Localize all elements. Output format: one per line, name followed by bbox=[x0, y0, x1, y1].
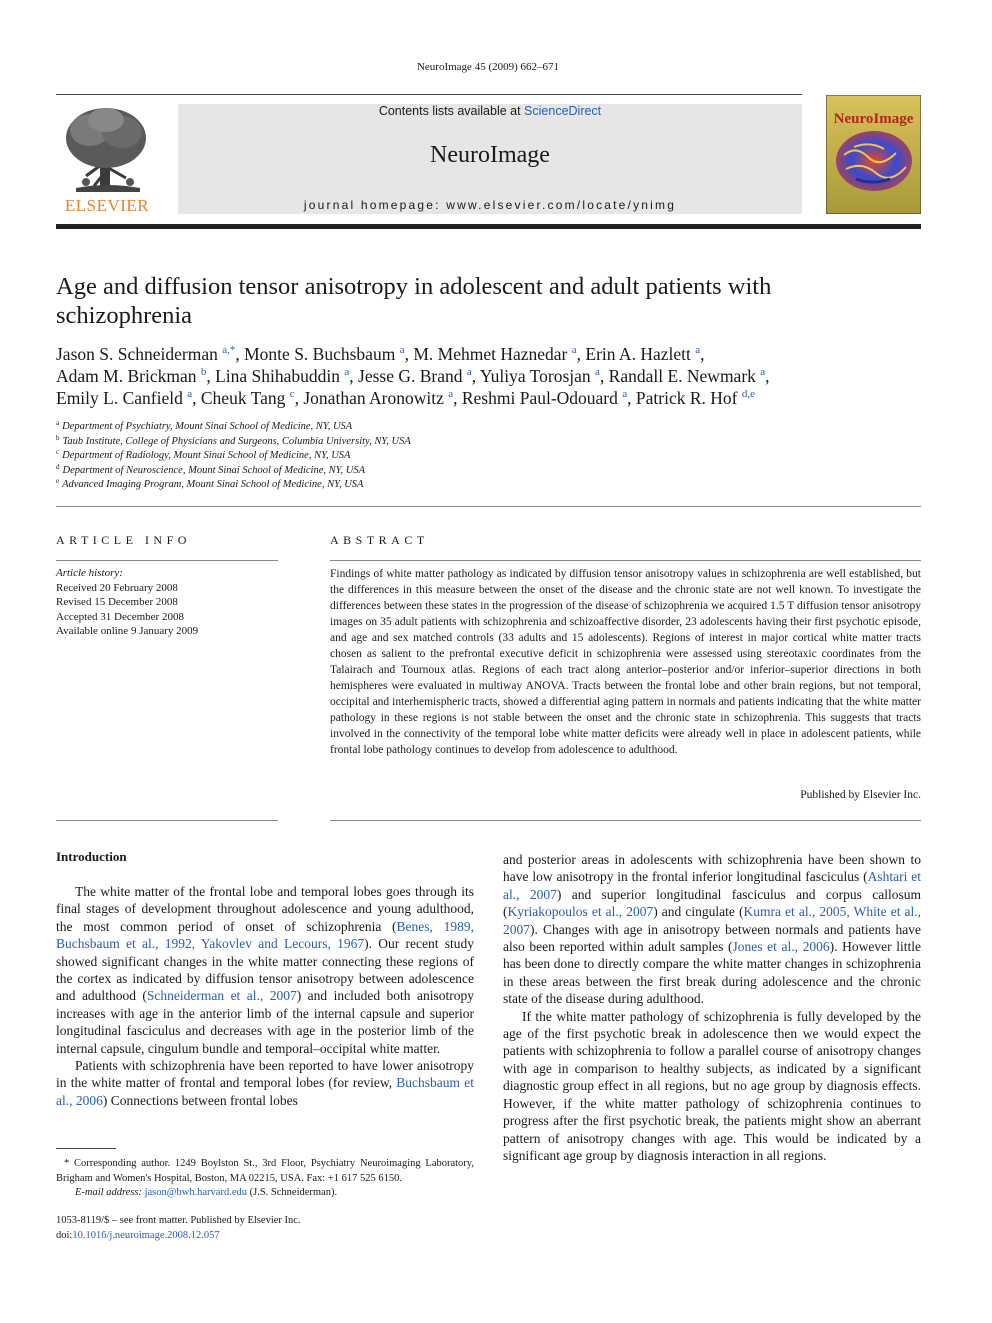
accepted-date: Accepted 31 December 2008 bbox=[56, 610, 184, 623]
paragraph: and posterior areas in adolescents with schizophrenia have been shown to have low anisotropy in the frontal inferior longitudinal fasciculus (Ashtari et al., 2007) and superior longitudinal fasciculus and corpus callosum (Kyriakopoulos et al., 2007) and cingulate (Kumra et al., 2005, White et al., 2007). Changes with age in anisotropy between normals and patients have also been reported within adult samples (Jones et al., 2006). However little has been done to directly compare the white matter changes in schizophrenia in these areas between the first break during adolescence and the chronic state of the disease during adulthood. bbox=[503, 852, 922, 1007]
contents-prefix: Contents lists available at bbox=[378, 104, 525, 118]
citation-link[interactable]: Ashtari et al., 2007 bbox=[503, 869, 921, 902]
citation-link[interactable]: Jones et al., 2006 bbox=[732, 939, 830, 955]
history-label: Article history: bbox=[56, 567, 123, 579]
received-date: Received 20 February 2008 bbox=[56, 581, 178, 594]
issn-line: 1053-8119/$ – see front matter. Published by Elsevier Inc. bbox=[56, 1215, 301, 1226]
article-info-heading: ARTICLE INFO bbox=[56, 533, 191, 547]
author-list: Jason S. Schneiderman $^{a,*}$, Monte S. Buchsbaum $^a$, M. Mehmet Haznedar $^a$, Erin A. Hazlett $^a$, Adam M. Brickman $^b$, Lina Shihabuddin $^a$, Jesse G. Brand $^a$, Yuliya Torosjan $^a$, Randall E. Newmark $^a$, Emily L. Canfield $^a$, Cheuk Tang $^c$, Jonathan Aronowitz $^a$, Reshmi Paul-Odouard $^a$, Patrick R. Hof $^{d,e}$ bbox=[56, 344, 770, 408]
citation-link[interactable]: Kumra et al., 2005, White et al., 2007 bbox=[503, 904, 922, 937]
article-history bbox=[56, 566, 278, 639]
header-thick-rule bbox=[56, 224, 921, 229]
body-column-right bbox=[503, 851, 921, 1164]
email-label: E-mail address: bbox=[75, 1187, 142, 1198]
author-name[interactable]: Emily L. Canfield $^a$ bbox=[56, 388, 193, 408]
affiliation: $^d$ Department of Neuroscience, Mount Sinai School of Medicine, NY, USA bbox=[56, 462, 366, 476]
author-name[interactable]: Randall E. Newmark $^a$ bbox=[608, 366, 766, 386]
author-affiliation-marker[interactable]: a bbox=[344, 366, 350, 378]
abstract-rule bbox=[330, 560, 921, 561]
author-name[interactable]: Monte S. Buchsbaum $^a$ bbox=[244, 344, 405, 364]
author-name[interactable]: Cheuk Tang $^c$ bbox=[200, 388, 295, 408]
author-affiliation-marker[interactable]: a bbox=[187, 388, 193, 400]
cover-title: NeuroImage bbox=[833, 111, 914, 127]
paragraph: If the white matter pathology of schizophrenia is fully developed by the age of the first psychotic break in adolescence then we would expect the patients with schizophrenia to follow a parallel course of anisotropy changes with age in comparison to healthy subjects, as indicated by a significant diagnostic group effect in all regions, but no age group by diagnosis effects. However, if the white matter pathology of schizophrenia continues to progress after the first psychotic break, the patients might show an aberrant pattern of anisotropy changes with age. This would be indicated by a significant age group by diagnosis interaction in all regions. bbox=[503, 1008, 921, 1163]
author-affiliation-marker[interactable]: c bbox=[289, 388, 295, 400]
author-name[interactable]: Reshmi Paul-Odouard $^a$ bbox=[461, 388, 628, 408]
author-affiliation-marker[interactable]: b bbox=[200, 366, 207, 378]
introduction-heading: Introduction bbox=[56, 849, 127, 864]
citation-link[interactable]: Benes, 1989, Buchsbaum et al., 1992, Yakovlev and Lecours, 1967 bbox=[56, 918, 474, 952]
article-info-end-rule bbox=[56, 820, 278, 821]
author-name[interactable]: Adam M. Brickman $^b$ bbox=[56, 366, 207, 386]
author-affiliation-marker[interactable]: a bbox=[695, 344, 701, 356]
author-name[interactable]: Jesse G. Brand $^a$ bbox=[358, 366, 472, 386]
citation-link[interactable]: Schneiderman et al., 2007 bbox=[146, 988, 297, 1004]
corresponding-author: * Corresponding author. 1249 Boylston St., 3rd Floor, Psychiatry Neuroimaging Laboratory, Brigham and Women's Hospital, Boston, MA 02215, USA. Fax: +1 617 525 6150. bbox=[56, 1158, 474, 1184]
citation-link[interactable]: Kyriakopoulos et al., 2007 bbox=[507, 904, 654, 920]
author-affiliation-marker[interactable]: a bbox=[571, 344, 577, 356]
published-by: Published by Elsevier Inc. bbox=[800, 789, 921, 801]
article-info-rule bbox=[56, 560, 278, 561]
affiliation: $^b$ Taub Institute, College of Physicians and Surgeons, Columbia University, NY, USA bbox=[56, 433, 411, 447]
author-affiliation-marker[interactable]: a bbox=[595, 366, 600, 378]
author-affiliation-marker[interactable]: a bbox=[448, 388, 454, 400]
footnote-rule bbox=[56, 1148, 116, 1149]
affiliation-list bbox=[56, 420, 656, 493]
affiliation: $^c$ Department of Radiology, Mount Sinai School of Medicine, NY, USA bbox=[56, 448, 351, 461]
author-affiliation-marker[interactable]: a bbox=[466, 366, 472, 378]
body-column-left bbox=[56, 883, 474, 1109]
front-matter: 1053-8119/$ – see front matter. Published by Elsevier Inc. doi:10.1016/j.neuroimage.2008.12.057 bbox=[56, 1214, 476, 1243]
article-title: Age and diffusion tensor anisotropy in adolescent and adult patients with schizophrenia bbox=[56, 273, 772, 329]
online-date: Available online 9 January 2009 bbox=[56, 625, 199, 637]
author-affiliation-marker[interactable]: a bbox=[399, 344, 405, 356]
author-affiliation-marker[interactable]: a,* bbox=[222, 344, 236, 356]
paragraph: Patients with schizophrenia have been reported to have lower anisotropy in the white matter of frontal and temporal lobes (for review, Buchsbaum et al., 2006) Connections between frontal lobes bbox=[56, 1058, 474, 1108]
author-name[interactable]: Yuliya Torosjan $^a$ bbox=[479, 366, 600, 386]
author-affiliation-marker[interactable]: a bbox=[760, 366, 766, 378]
abstract-heading: ABSTRACT bbox=[330, 533, 429, 547]
journal-citation: NeuroImage 45 (2009) 662–671 bbox=[416, 61, 560, 73]
author-name[interactable]: M. Mehmet Haznedar $^a$ bbox=[413, 344, 577, 364]
footnote: * Corresponding author. 1249 Boylston St., 3rd Floor, Psychiatry Neuroimaging Laboratory, Brigham and Women's Hospital, Boston, MA 02215, USA. Fax: +1 617 525 6150. E-mail address: jason@bwh.harvard.edu (J.S. Schneiderman). bbox=[56, 1158, 474, 1198]
journal-name: NeuroImage bbox=[430, 142, 550, 168]
email-link[interactable]: jason@bwh.harvard.edu bbox=[144, 1187, 247, 1198]
journal-banner bbox=[178, 104, 802, 214]
affiliation-rule bbox=[56, 506, 921, 507]
contents-line bbox=[178, 104, 802, 118]
elsevier-logo[interactable] bbox=[56, 102, 158, 214]
journal-homepage[interactable]: journal homepage: www.elsevier.com/locate/ynimg bbox=[303, 198, 677, 212]
author-name[interactable]: Jonathan Aronowitz $^a$ bbox=[303, 388, 454, 408]
author-affiliation-marker[interactable]: d,e bbox=[741, 388, 756, 400]
journal-cover[interactable] bbox=[826, 95, 921, 214]
affiliation: $^a$ Department of Psychiatry, Mount Sinai School of Medicine, NY, USA bbox=[56, 419, 353, 432]
sciencedirect-link[interactable]: ScienceDirect bbox=[524, 104, 602, 118]
abstract-end-rule bbox=[330, 820, 921, 821]
citation-link[interactable]: Buchsbaum et al., 2006 bbox=[56, 1075, 474, 1108]
doi-link[interactable]: 10.1016/j.neuroimage.2008.12.057 bbox=[72, 1229, 220, 1241]
affiliation: $^e$ Advanced Imaging Program, Mount Sinai School of Medicine, NY, USA bbox=[56, 477, 364, 490]
author-affiliation-marker[interactable]: a bbox=[622, 388, 628, 400]
author-name[interactable]: Erin A. Hazlett $^a$ bbox=[585, 344, 701, 364]
revised-date: Revised 15 December 2008 bbox=[56, 596, 178, 608]
elsevier-wordmark: ELSEVIER bbox=[64, 196, 150, 215]
author-name[interactable]: Patrick R. Hof $^{d,e}$ bbox=[635, 388, 756, 408]
header-rule bbox=[56, 94, 802, 95]
paragraph: The white matter of the frontal lobe and temporal lobes goes through its final stages of development throughout adolescence and young adulthood, the most common period of onset of schizophrenia (Benes, 1989, Buchsbaum et al., 1992, Yakovlev and Lecours, 1967). Our recent study showed significant changes in the white matter connecting these regions of the cortex as indicated by diffusion tensor anisotropy between adolescence and adulthood (Schneiderman et al., 2007) and included both anisotropy increases with age in the anterior limb of the internal capsule and superior longitudinal fasciculus and decreases with age in the posterior limb of the internal capsule, cingulum bundle and temporal–occipital white matter. bbox=[56, 884, 474, 1056]
author-name[interactable]: Jason S. Schneiderman $^{a,*}$ bbox=[56, 344, 236, 364]
author-name[interactable]: Lina Shihabuddin $^a$ bbox=[215, 366, 350, 386]
abstract-text: Findings of white matter pathology as indicated by diffusion tensor anisotropy values in schizophrenia are well established, but the differences in this measure between the onset of the disease and the chronic state are not well known. To investigate the differences between these states in the progression of the disease of schizophrenia we acquired 1.5 T diffusion tensor anisotropy images on 35 adult patients with schizophrenia and schizoaffective disorder, 23 adolescents having their first psychotic episode, and age and sex matched controls (33 adults and 15 adolescents). Regions of interest in major cortical white matter tracts chosen as salient to the prefrontal executive deficit in schizophrenia were assessed using stereotaxic coordinates from the Talairach and Tournoux atlas. Regions of each tract along anterior–posterior and/or inferior–superior directions in both hemispheres were evaluated in multiway ANOVA. Tracts between the frontal lobe and other brain regions, but not temporal, occipital and interhemispheric tracts, showed a differential aging pattern in normals and patients indicating that the white matter pathology in these regions is not stable between the onset and the chronic state in schizophrenia. This suggests that tracts involved in the connectivity of the temporal lobe white matter deficits were already well in place in adolescent patients, while frontal lobe pathology continues to develop from adolescence to adulthood. bbox=[330, 568, 921, 756]
